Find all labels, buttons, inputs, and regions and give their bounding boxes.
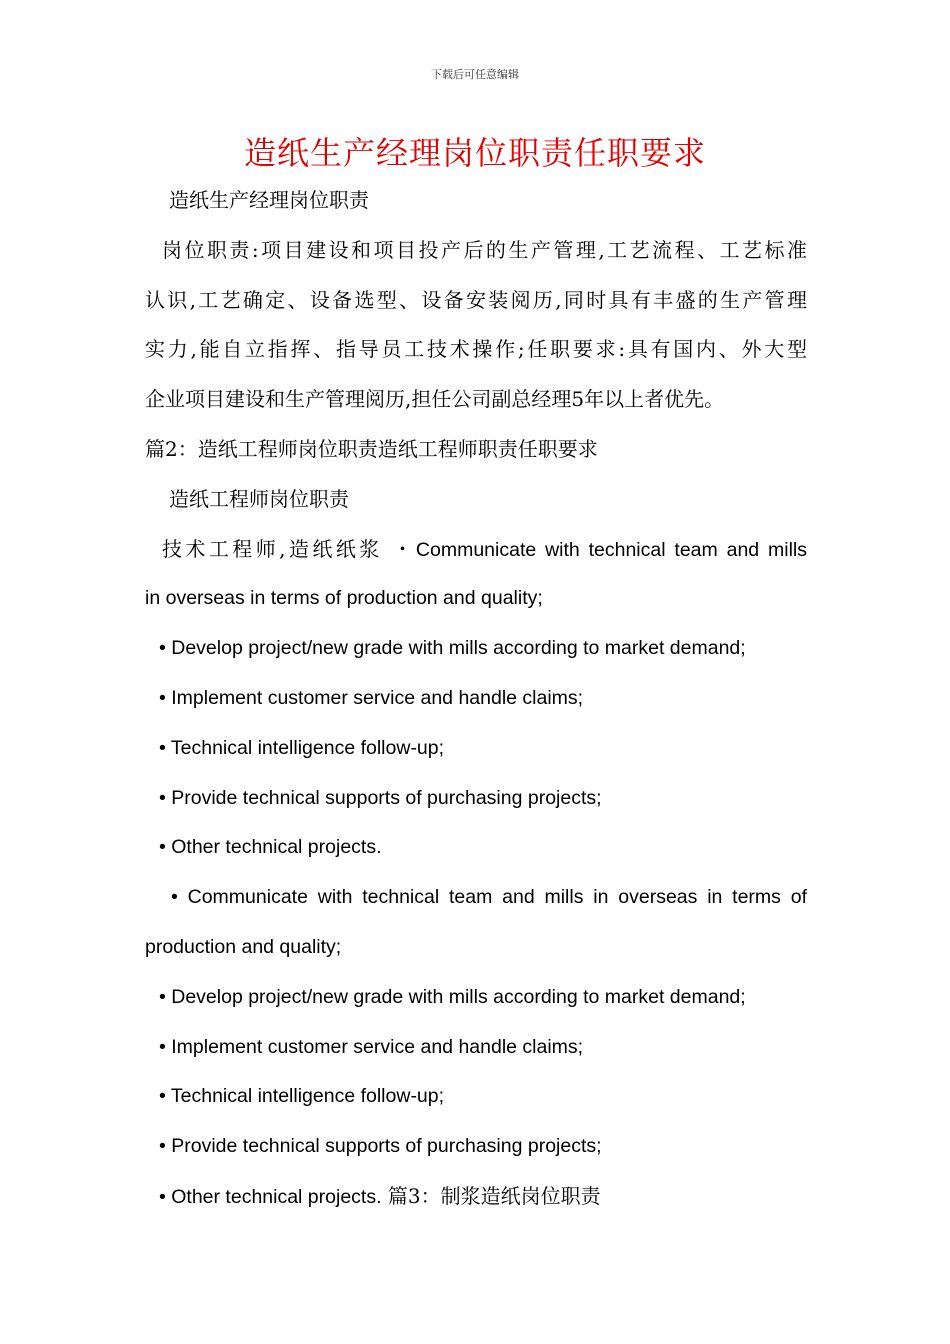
page-header-note: 下载后可任意编辑 [431, 68, 519, 81]
list-item: • Provide technical supports of purchasing projects; [159, 1135, 602, 1158]
list-item-cont: production and quality; [145, 935, 342, 958]
section2-heading: 造纸工程师岗位职责 [169, 486, 349, 511]
list-item: • Communicate with technical team and mills in overseas in terms of [171, 886, 807, 909]
list-item: • Technical intelligence follow-up; [159, 736, 445, 759]
list-item: • Implement customer service and handle claims; [159, 1035, 584, 1058]
section2-intro-en: Communicate with technical team and mills [415, 538, 807, 561]
document-title: 造纸生产经理岗位职责任职要求 [243, 134, 706, 172]
list-item: • Provide technical supports of purchasing projects; [159, 786, 602, 809]
section2-intro-line [145, 525, 807, 575]
section1-heading: 造纸生产经理岗位职责 [169, 188, 369, 212]
list-item: • Develop project/new grade with mills according to market demand; [159, 985, 746, 1008]
section3-title: 篇3：制浆造纸岗位职责 [381, 1183, 601, 1208]
section2-intro-cn: 技术工程师,造纸纸浆 ・ [162, 536, 416, 561]
list-item: • Develop project/new grade with mills according to market demand; [159, 637, 746, 660]
list-item: • Implement customer service and handle claims; [159, 686, 584, 709]
section1-para-line: 实力,能自立指挥、指导员工技术操作;任职要求:具有国内、外大型 [145, 337, 807, 362]
section2-title: 篇2：造纸工程师岗位职责造纸工程师职责任职要求 [145, 436, 598, 461]
document-body [145, 176, 807, 1222]
section1-para-line: 企业项目建设和生产管理阅历,担任公司副总经理5年以上者优先。 [145, 387, 725, 412]
list-item-last [145, 1172, 807, 1222]
section1-para-line: 认识,工艺确定、设备选型、设备安装阅历,同时具有丰盛的生产管理 [145, 287, 807, 312]
list-item: • Other technical projects. [159, 836, 382, 859]
list-item-last-en: • Other technical projects. [159, 1185, 382, 1208]
section1-para-line: 岗位职责:项目建设和项目投产后的生产管理,工艺流程、工艺标准 [162, 237, 807, 262]
list-item: • Technical intelligence follow-up; [159, 1085, 445, 1108]
section2-intro-cont: in overseas in terms of production and quality; [145, 587, 543, 610]
